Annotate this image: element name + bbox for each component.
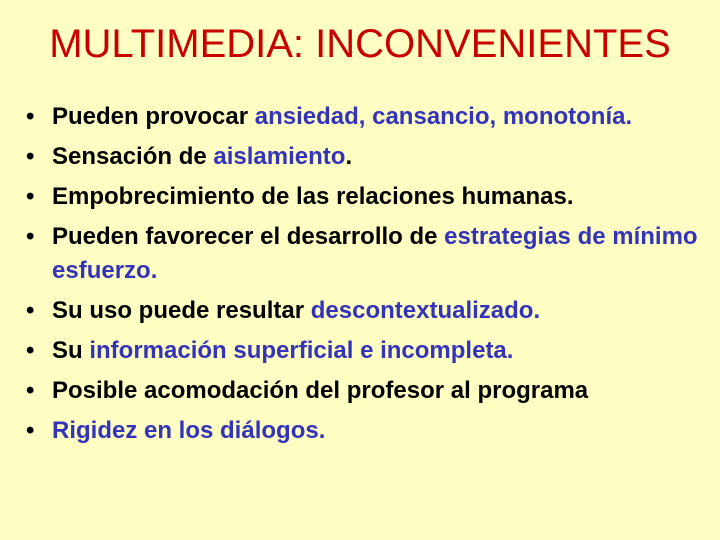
bullet-marker: • bbox=[26, 417, 35, 444]
bullet-item bbox=[26, 180, 706, 214]
bullet-item bbox=[26, 100, 706, 134]
bullet-item bbox=[26, 334, 706, 368]
bullet-text: Pueden provocar bbox=[52, 103, 255, 130]
bullet-marker: • bbox=[26, 337, 35, 364]
bullet-item bbox=[26, 220, 706, 288]
bullet-marker: • bbox=[26, 223, 35, 250]
bullet-highlight-text: ansiedad, cansancio, monotonía. bbox=[254, 103, 633, 130]
bullet-text: Empobrecimiento de las relaciones humanas. bbox=[52, 183, 574, 210]
bullet-highlight-text: estrategias de mínimo esfuerzo. bbox=[52, 223, 698, 284]
bullet-marker: • bbox=[26, 143, 35, 170]
bullet-list bbox=[26, 100, 706, 454]
bullet-marker: • bbox=[26, 297, 35, 324]
bullet-text: Posible acomodación del profesor al programa bbox=[52, 377, 589, 404]
bullet-item bbox=[26, 294, 706, 328]
bullet-text: Su uso puede resultar bbox=[52, 297, 311, 324]
bullet-highlight-text: descontextualizado. bbox=[310, 297, 541, 324]
bullet-highlight-text: Rigidez en los diálogos. bbox=[52, 417, 326, 444]
bullet-text: Sensación de bbox=[52, 143, 214, 170]
bullet-text: Pueden favorecer el desarrollo de bbox=[52, 223, 445, 250]
bullet-item bbox=[26, 374, 706, 408]
bullet-highlight-text: aislamiento bbox=[213, 143, 346, 170]
bullet-marker: • bbox=[26, 377, 35, 404]
bullet-item bbox=[26, 414, 706, 448]
bullet-marker: • bbox=[26, 103, 35, 130]
bullet-highlight-text: información superficial e incompleta. bbox=[89, 337, 514, 364]
bullet-text: . bbox=[345, 143, 353, 170]
bullet-item bbox=[26, 140, 706, 174]
bullet-marker: • bbox=[26, 183, 35, 210]
slide-title: MULTIMEDIA: INCONVENIENTES bbox=[49, 22, 671, 66]
bullet-text: Su bbox=[52, 337, 90, 364]
